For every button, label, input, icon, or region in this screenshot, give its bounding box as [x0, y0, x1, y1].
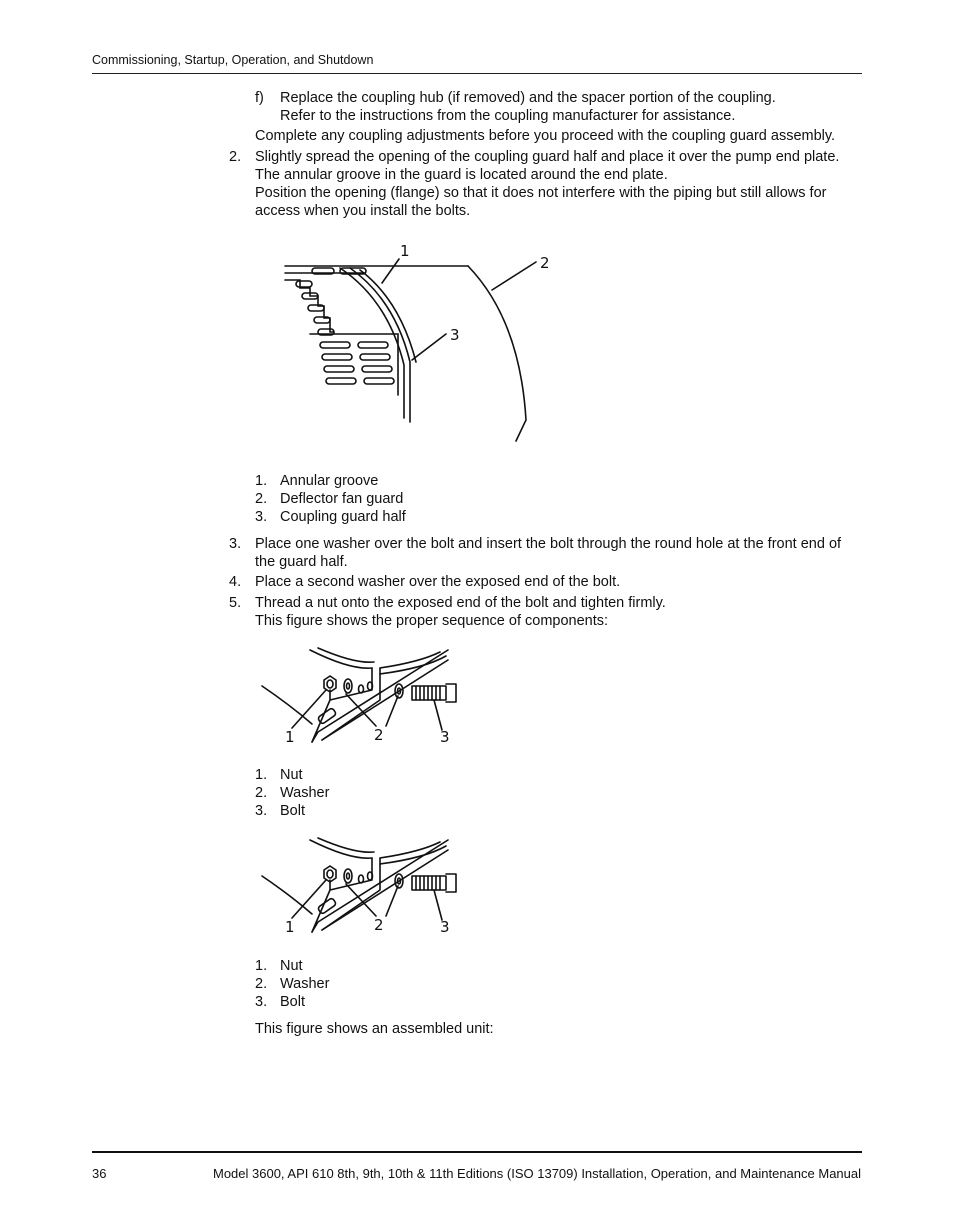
footer-rule [92, 1151, 862, 1153]
fig1-legend-annular-groove: Annular groove [280, 473, 379, 489]
step-f-text-2: Refer to the instructions from the coupling manufacturer for assistance. [280, 108, 736, 124]
step-2-text-4: access when you install the bolts. [255, 203, 471, 219]
fig3-legend-num-1: 1. [255, 958, 268, 974]
step-2-marker: 2. [229, 149, 242, 165]
step-5-text-1: Thread a nut onto the exposed end of the bolt and tighten firmly. [255, 595, 666, 611]
step-5-marker: 5. [229, 595, 242, 611]
step-2-text-3: Position the opening (flange) so that it does not interfere with the piping but still allows for [255, 185, 827, 201]
fig2-legend-num-3: 3. [255, 803, 268, 819]
fig1-legend-num-2: 2. [255, 491, 268, 507]
fig1-callout-3: 3 [450, 326, 460, 344]
fig2-callout-3: 3 [440, 728, 450, 746]
fig3-callout-2: 2 [374, 916, 384, 934]
fig1-legend-num-1: 1. [255, 473, 268, 489]
step-3-marker: 3. [229, 536, 242, 552]
step-5-text-2: This figure shows the proper sequence of components: [255, 613, 609, 629]
fig2-legend-num-1: 1. [255, 767, 268, 783]
fig2-legend-washer: Washer [280, 785, 330, 801]
fig1-legend-num-3: 3. [255, 509, 268, 525]
step-4-text-1: Place a second washer over the exposed end of the bolt. [255, 574, 621, 590]
fig2-legend-num-2: 2. [255, 785, 268, 801]
fig1-legend-deflector-fan-guard: Deflector fan guard [280, 491, 404, 507]
coupling-adjust-note: Complete any coupling adjustments before you proceed with the coupling guard assembly. [255, 128, 836, 144]
step-f-text-1: Replace the coupling hub (if removed) and the spacer portion of the coupling. [280, 90, 776, 106]
fig1-legend-coupling-guard-half: Coupling guard half [280, 509, 406, 525]
fig1-callout-2: 2 [540, 254, 550, 272]
fig1-callout-1: 1 [400, 242, 410, 260]
step-f-marker: f) [255, 90, 264, 106]
fig3-legend-num-2: 2. [255, 976, 268, 992]
assembled-unit-note: This figure shows an assembled unit: [255, 1021, 494, 1037]
page-number: 36 [92, 1166, 107, 1181]
fig3-legend-nut: Nut [280, 958, 303, 974]
step-2-text-2: The annular groove in the guard is located around the end plate. [255, 167, 668, 183]
fig3-legend-num-3: 3. [255, 994, 268, 1010]
fig2-legend-nut: Nut [280, 767, 303, 783]
manual-title: Model 3600, API 610 8th, 9th, 10th & 11th Editions (ISO 13709) Installation, Operation, and Maintenance Manual [212, 1166, 861, 1181]
fig2-callout-1: 1 [285, 728, 295, 746]
step-4-marker: 4. [229, 574, 242, 590]
step-3-text-2: the guard half. [255, 554, 348, 570]
fig3-legend-washer: Washer [280, 976, 330, 992]
fig2-legend-bolt: Bolt [280, 803, 305, 819]
step-3-text-1: Place one washer over the bolt and insert the bolt through the round hole at the front end of [255, 536, 842, 552]
fig2-callout-2: 2 [374, 726, 384, 744]
running-header: Commissioning, Startup, Operation, and Shutdown [92, 53, 374, 67]
fig3-callout-1: 1 [285, 918, 295, 936]
fig3-legend-bolt: Bolt [280, 994, 305, 1010]
step-2-text-1: Slightly spread the opening of the coupling guard half and place it over the pump end plate. [255, 149, 840, 165]
fig3-callout-3: 3 [440, 918, 450, 936]
